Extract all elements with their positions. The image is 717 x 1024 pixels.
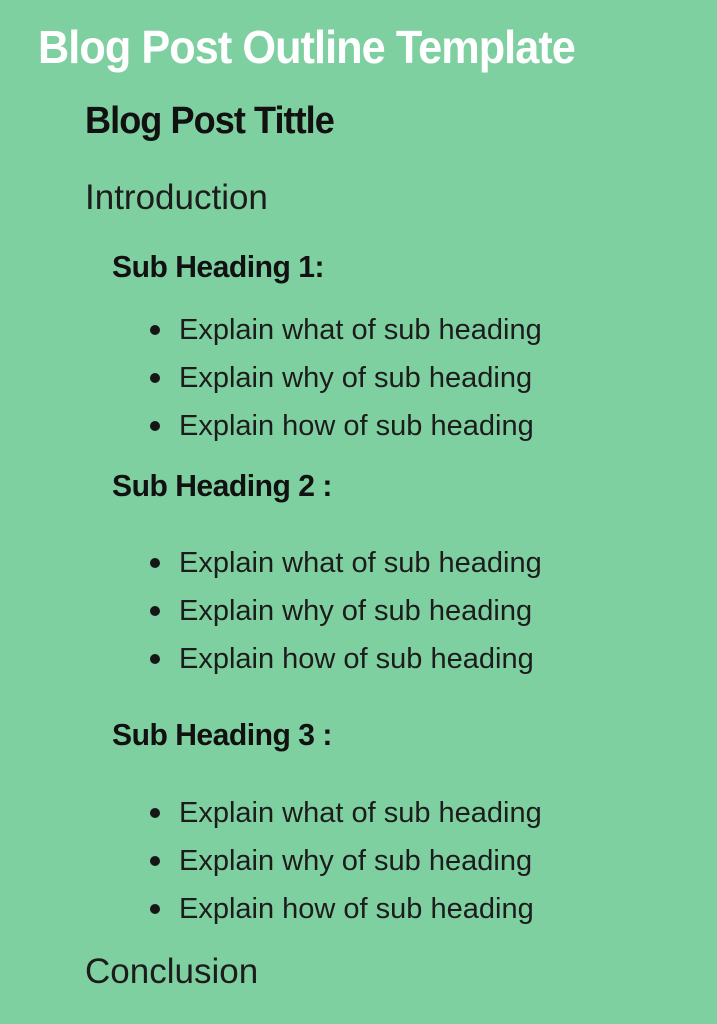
bullet-text: Explain why of sub heading — [179, 595, 533, 627]
bullet-text: Explain how of sub heading — [179, 410, 534, 442]
page-title: Blog Post Outline Template — [38, 21, 575, 73]
bullet-dot-icon — [150, 421, 160, 431]
bullet-text: Explain what of sub heading — [179, 314, 542, 346]
sub-heading-3: Sub Heading 3 : — [112, 717, 332, 752]
bullet-item — [150, 587, 542, 635]
bullet-item — [150, 306, 542, 354]
conclusion-heading: Conclusion — [85, 952, 259, 991]
sub-heading-2-bullets — [150, 539, 542, 683]
bullet-text: Explain how of sub heading — [179, 643, 534, 675]
bullet-text: Explain why of sub heading — [179, 362, 533, 394]
sub-heading-2: Sub Heading 2 : — [112, 468, 332, 503]
bullet-text: Explain why of sub heading — [179, 845, 533, 877]
bullet-item — [150, 885, 542, 933]
bullet-item — [150, 635, 542, 683]
bullet-dot-icon — [150, 808, 160, 818]
bullet-dot-icon — [150, 558, 160, 568]
bullet-dot-icon — [150, 904, 160, 914]
bullet-dot-icon — [150, 373, 160, 383]
bullet-dot-icon — [150, 856, 160, 866]
bullet-item — [150, 789, 542, 837]
bullet-item — [150, 402, 542, 450]
bullet-dot-icon — [150, 654, 160, 664]
blog-post-title: Blog Post Tittle — [85, 100, 334, 142]
bullet-text: Explain what of sub heading — [179, 547, 542, 579]
bullet-item — [150, 539, 542, 587]
bullet-item — [150, 837, 542, 885]
bullet-text: Explain how of sub heading — [179, 893, 534, 925]
bullet-dot-icon — [150, 325, 160, 335]
bullet-item — [150, 354, 542, 402]
bullet-text: Explain what of sub heading — [179, 797, 542, 829]
sub-heading-3-bullets — [150, 789, 542, 933]
sub-heading-1-bullets — [150, 306, 542, 450]
bullet-dot-icon — [150, 606, 160, 616]
introduction-heading: Introduction — [85, 178, 268, 217]
sub-heading-1: Sub Heading 1: — [112, 249, 325, 284]
